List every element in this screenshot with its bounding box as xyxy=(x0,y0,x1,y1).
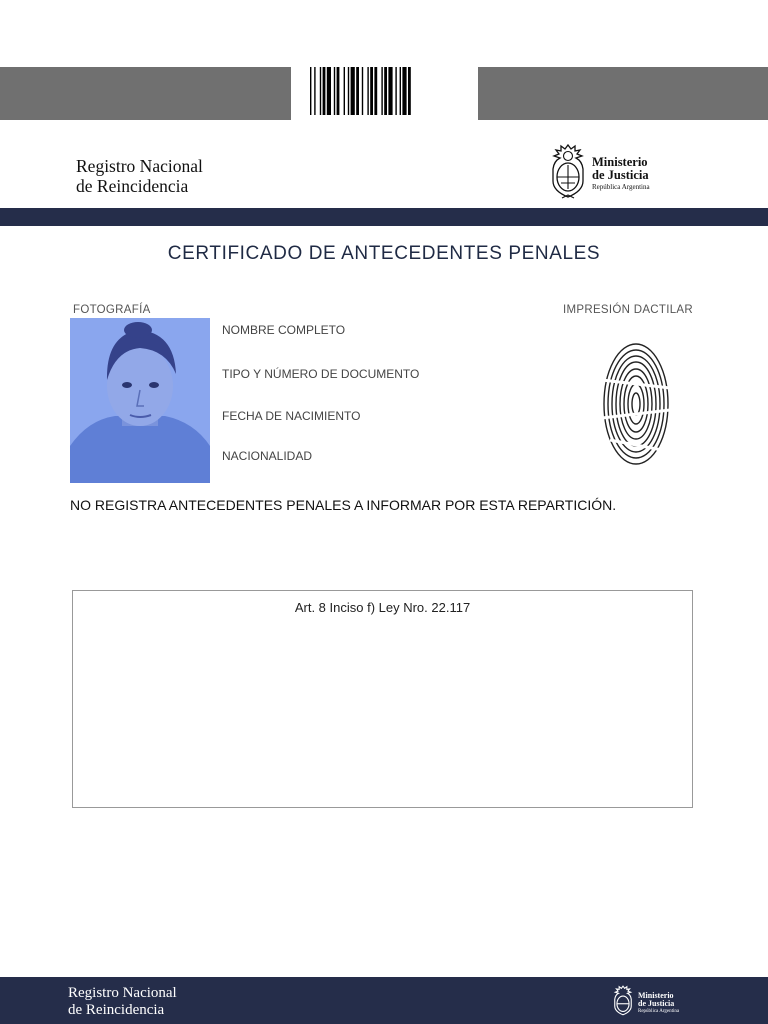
barcode xyxy=(308,67,456,117)
ministry-country: República Argentina xyxy=(592,183,650,191)
law-reference: Art. 8 Inciso f) Ley Nro. 22.117 xyxy=(294,600,471,615)
barcode-bar xyxy=(400,67,401,115)
certificate-title: CERTIFICADO DE ANTECEDENTES PENALES xyxy=(167,243,601,264)
barcode-bar xyxy=(402,67,406,115)
applicant-photo xyxy=(70,318,210,483)
coat-of-arms-icon xyxy=(612,983,634,1019)
field-label-document: TIPO Y NÚMERO DE DOCUMENTO xyxy=(222,367,420,381)
barcode-bar xyxy=(310,67,311,115)
barcode-bar xyxy=(367,67,368,115)
barcode-bar xyxy=(374,67,377,115)
barcode-bar xyxy=(356,67,359,115)
org-title-line2: de Reincidencia xyxy=(76,176,189,196)
fingerprint-image xyxy=(600,340,672,468)
barcode-bar xyxy=(381,67,382,115)
field-label-full-name: NOMBRE COMPLETO xyxy=(222,323,346,337)
ministry-logo xyxy=(548,143,678,201)
footer-org-line1: Registro Nacional xyxy=(68,985,177,1001)
header-navy-band xyxy=(0,208,768,226)
coat-of-arms-icon xyxy=(548,143,588,201)
barcode-bar xyxy=(314,67,315,115)
footer-org-line2: de Reincidencia xyxy=(68,1002,165,1018)
barcode-bar xyxy=(337,67,340,115)
photo-label: FOTOGRAFÍA xyxy=(73,304,151,316)
footer-org-title xyxy=(68,985,177,1019)
ministry-name-line2: de Justicia xyxy=(592,168,649,182)
org-title xyxy=(76,156,203,196)
barcode-bar xyxy=(320,67,321,115)
barcode-bar xyxy=(334,67,335,115)
barcode-bar xyxy=(384,67,387,115)
no-records-statement: NO REGISTRA ANTECEDENTES PENALES A INFORMAR POR ESTA REPARTICIÓN. xyxy=(70,497,617,513)
org-title-line1: Registro Nacional xyxy=(76,156,203,176)
barcode-bar xyxy=(362,67,363,115)
header-gray-band-left xyxy=(0,67,291,120)
footer-ministry-line1: Ministerio xyxy=(638,991,674,1000)
ministry-name-line1: Ministerio xyxy=(592,155,648,169)
barcode-bar xyxy=(388,67,392,115)
field-label-nationality: NACIONALIDAD xyxy=(222,449,313,463)
barcode-bar xyxy=(344,67,345,115)
footer-ministry-logo xyxy=(612,983,692,1019)
footer-ministry-line2: de Justicia xyxy=(638,999,675,1008)
footer-band xyxy=(0,977,768,1024)
barcode-bar xyxy=(395,67,396,115)
footer-ministry-country: República Argentina xyxy=(638,1009,680,1014)
field-label-birth-date: FECHA DE NACIMIENTO xyxy=(222,409,361,423)
header-gray-band-right xyxy=(478,67,768,120)
barcode-bar xyxy=(351,67,355,115)
barcode-bar xyxy=(348,67,349,115)
fingerprint-label: IMPRESIÓN DACTILAR xyxy=(563,304,694,316)
barcode-bar xyxy=(323,67,326,115)
law-reference-box xyxy=(72,590,693,808)
barcode-bar xyxy=(370,67,373,115)
barcode-bar xyxy=(327,67,331,115)
barcode-bar xyxy=(408,67,411,115)
